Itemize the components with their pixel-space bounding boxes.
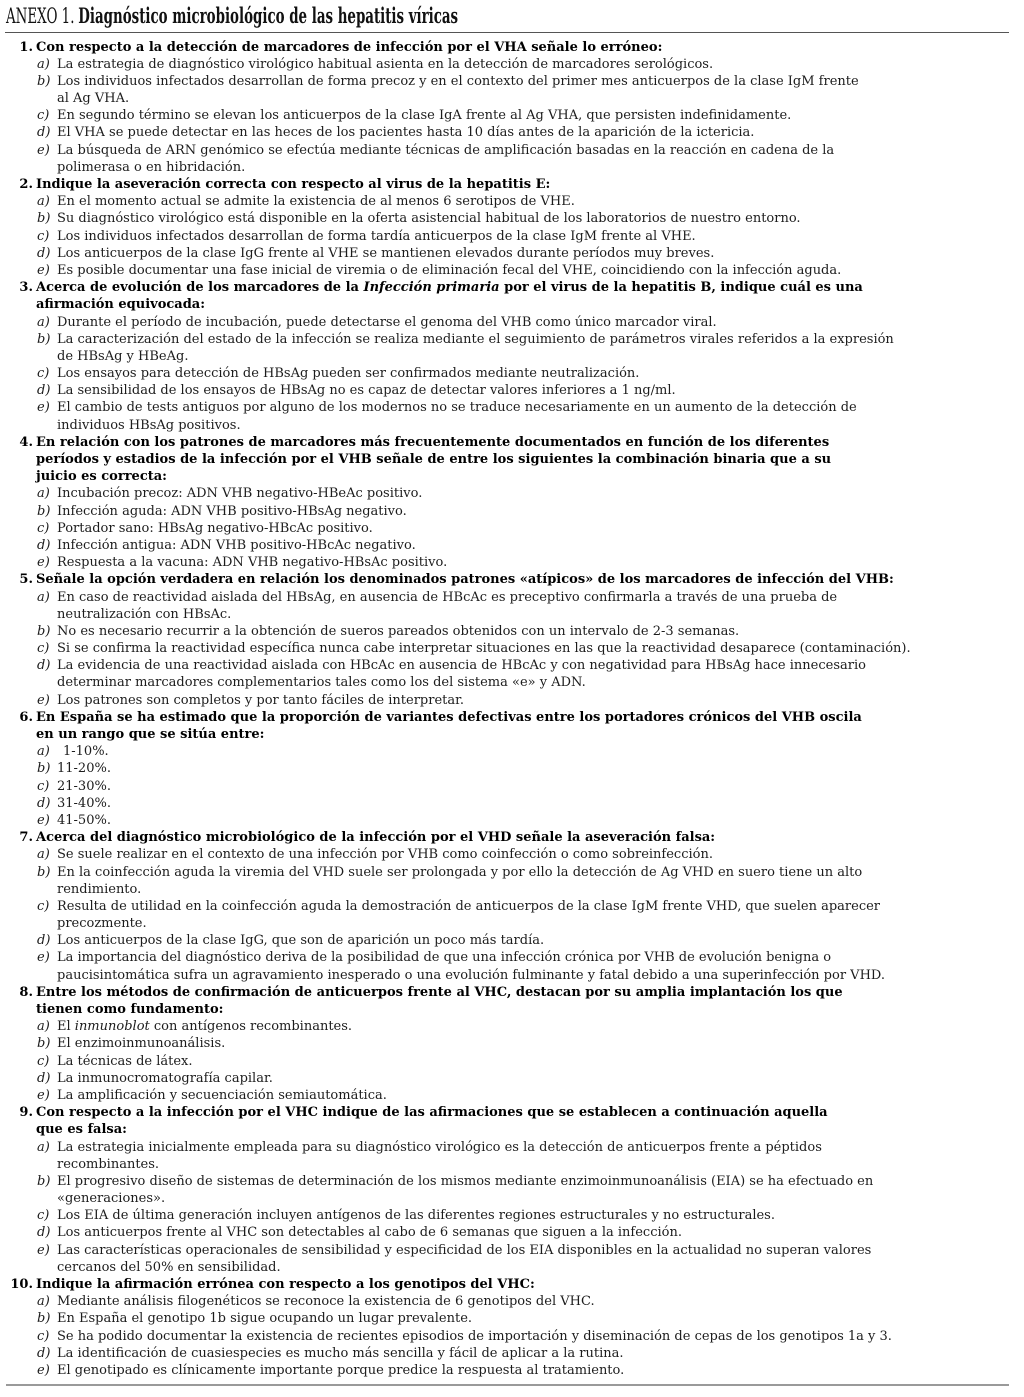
option-line bbox=[0, 692, 1024, 709]
answer-option-c bbox=[0, 640, 1024, 657]
answer-option-d bbox=[0, 795, 1024, 812]
question-stem-text: Indique la aseveración correcta con respecto al virus de la hepatitis E: bbox=[36, 177, 551, 192]
question-stem-text: que es falsa: bbox=[36, 1122, 127, 1138]
option-letter: c) bbox=[37, 108, 50, 124]
option-letter: d) bbox=[37, 1345, 51, 1361]
option-letter: b) bbox=[37, 211, 51, 227]
option-text: Respuesta a la vacuna: ADN VHB negativo-HBsAc positivo. bbox=[57, 555, 448, 571]
question-stem-line bbox=[0, 468, 1024, 485]
question-stem-text: Señale la opción verdadera en relación los denominados patrones «atípicos» de los marcadores de infección del VHB: bbox=[36, 572, 894, 588]
option-letter: e) bbox=[37, 555, 50, 571]
option-text: La estrategia de diagnóstico virológico habitual asienta en la detección de marcadores serológicos. bbox=[57, 56, 714, 72]
answer-option-b bbox=[0, 1310, 1024, 1327]
question-number: 9. bbox=[19, 1105, 33, 1121]
option-letter: a) bbox=[37, 314, 50, 330]
option-line bbox=[0, 1328, 1024, 1345]
option-letter: a) bbox=[37, 56, 50, 72]
answer-option-b bbox=[0, 73, 1024, 107]
option-line bbox=[0, 417, 1024, 434]
option-line bbox=[0, 262, 1024, 279]
question-stem-line bbox=[0, 296, 1024, 313]
question-number: 8. bbox=[19, 984, 33, 1000]
option-line bbox=[0, 210, 1024, 227]
question-stem-text: juicio es correcta: bbox=[36, 469, 167, 485]
option-letter: a) bbox=[37, 1139, 50, 1155]
option-letter: d) bbox=[37, 245, 51, 261]
option-text: Infección antigua: ADN VHB positivo-HBcAc negativo. bbox=[57, 537, 416, 553]
option-line bbox=[0, 1190, 1024, 1207]
option-letter: c) bbox=[37, 366, 50, 382]
option-text: paucisintomática sufra un agravamiento inesperado o una evolución fulminante y fatal debido a una superinfección por VHD. bbox=[57, 967, 885, 983]
option-line bbox=[0, 1053, 1024, 1070]
answer-option-c bbox=[0, 898, 1024, 932]
option-line bbox=[0, 228, 1024, 245]
option-line bbox=[0, 898, 1024, 915]
answer-option-e bbox=[0, 1362, 1024, 1379]
option-line bbox=[0, 1087, 1024, 1104]
option-letter: b) bbox=[37, 623, 51, 639]
option-letter: a) bbox=[37, 847, 50, 863]
option-line bbox=[0, 1173, 1024, 1190]
option-text: La estrategia inicialmente empleada para su diagnóstico virológico es la detección de anticuerpos frente a péptidos bbox=[57, 1139, 822, 1155]
option-text: Los patrones son completos y por tanto fáciles de interpretar. bbox=[57, 692, 465, 708]
option-text: Las características operacionales de sensibilidad y especificidad de los EIA disponibles en la actualidad no superan valores bbox=[57, 1242, 872, 1258]
option-text: La técnicas de látex. bbox=[57, 1053, 193, 1069]
option-line bbox=[0, 348, 1024, 365]
question-stem-line bbox=[0, 451, 1024, 468]
question-3 bbox=[0, 279, 1024, 434]
option-line bbox=[0, 1242, 1024, 1259]
option-line bbox=[0, 193, 1024, 210]
question-number: 10. bbox=[10, 1277, 33, 1292]
option-letter: e) bbox=[37, 692, 50, 708]
question-number: 2. bbox=[19, 177, 33, 192]
question-stem-text: períodos y estadios de la infección por el VHB señale de entre los siguientes la combinación binaria que a su bbox=[36, 452, 832, 467]
option-letter: e) bbox=[37, 142, 50, 158]
option-line bbox=[0, 73, 1024, 90]
option-letter: a) bbox=[37, 744, 50, 760]
answer-option-c bbox=[0, 1207, 1024, 1224]
question-stem-line bbox=[0, 1121, 1024, 1138]
question-number: 3. bbox=[19, 280, 33, 296]
question-stem-line bbox=[0, 571, 1024, 588]
answer-option-a bbox=[0, 1018, 1024, 1035]
option-line bbox=[0, 399, 1024, 416]
answer-option-a bbox=[0, 485, 1024, 502]
option-line bbox=[0, 640, 1024, 657]
option-text: El genotipado es clínicamente importante porque predice la respuesta al tratamiento. bbox=[57, 1362, 625, 1378]
option-text: La identificación de cuasiespecies es mucho más sencilla y fácil de aplicar a la rutina. bbox=[57, 1345, 624, 1361]
option-letter: e) bbox=[37, 400, 50, 416]
option-text: 21-30%. bbox=[57, 778, 111, 794]
answer-option-e bbox=[0, 1242, 1024, 1276]
text-segment: Acerca de evolución de los marcadores de la bbox=[36, 280, 364, 296]
top-divider bbox=[5, 32, 1009, 33]
option-letter: c) bbox=[37, 1328, 50, 1344]
question-stem-line bbox=[0, 434, 1024, 451]
option-text: La inmunocromatografía capilar. bbox=[57, 1070, 273, 1086]
option-line bbox=[0, 1139, 1024, 1156]
option-letter: d) bbox=[37, 933, 51, 949]
option-text: Durante el período de incubación, puede detectarse el genoma del VHB como único marcador viral. bbox=[57, 314, 717, 330]
answer-option-c bbox=[0, 520, 1024, 537]
option-letter: e) bbox=[37, 262, 50, 278]
option-text: Incubación precoz: ADN VHB negativo-HBeAc positivo. bbox=[57, 486, 423, 502]
question-5 bbox=[0, 571, 1024, 709]
option-letter: b) bbox=[37, 761, 51, 777]
option-text: Los anticuerpos de la clase IgG, que son de aparición un poco más tardía. bbox=[57, 933, 545, 949]
answer-option-e bbox=[0, 142, 1024, 176]
answer-option-a bbox=[0, 589, 1024, 623]
option-text: Mediante análisis filogenéticos se reconoce la existencia de 6 genotipos del VHC. bbox=[57, 1294, 595, 1310]
question-number: 6. bbox=[19, 709, 33, 725]
option-line bbox=[0, 949, 1024, 966]
question-stem-line bbox=[0, 709, 1024, 726]
option-line bbox=[0, 623, 1024, 640]
option-line bbox=[0, 90, 1024, 107]
option-letter: d) bbox=[37, 658, 51, 674]
option-letter: a) bbox=[37, 194, 50, 210]
option-line bbox=[0, 1310, 1024, 1327]
option-text: cercanos del 50% en sensibilidad. bbox=[57, 1259, 281, 1275]
option-text: 31-40%. bbox=[57, 795, 111, 811]
option-text: La amplificación y secuenciación semiautomática. bbox=[57, 1087, 387, 1103]
option-text: polimerasa o en hibridación. bbox=[57, 159, 246, 175]
text-segment: El bbox=[57, 1019, 75, 1035]
option-text: 1-10%. bbox=[63, 744, 109, 760]
option-letter: a) bbox=[37, 1294, 50, 1310]
option-text: En segundo término se elevan los anticuerpos de la clase IgA frente al Ag VHA, que persisten indefinidamente. bbox=[57, 108, 792, 124]
option-line bbox=[0, 967, 1024, 984]
option-line bbox=[0, 365, 1024, 382]
option-text: En caso de reactividad aislada del HBsAg, en ausencia de HBcAc es preceptivo confirmarla a través de una prueba de bbox=[57, 589, 838, 605]
option-line bbox=[0, 864, 1024, 881]
question-1 bbox=[0, 39, 1024, 177]
question-number: 1. bbox=[19, 39, 33, 55]
option-line bbox=[0, 485, 1024, 502]
option-text: La búsqueda de ARN genómico se efectúa mediante técnicas de amplificación basadas en la reacción en cadena de la bbox=[57, 142, 835, 158]
option-text: Se ha podido documentar la existencia de recientes episodios de importación y diseminación de cepas de los genotipos 1a y 3. bbox=[57, 1328, 892, 1344]
option-text: precozmente. bbox=[57, 916, 147, 932]
option-letter: c) bbox=[37, 228, 50, 244]
option-text: El cambio de tests antiguos por alguno de los modernos no se traduce necesariamente en un aumento de la detección de bbox=[57, 400, 857, 416]
option-text: Su diagnóstico virológico está disponible en la oferta asistencial habitual de los laboratorios de nuestro entorno. bbox=[57, 211, 801, 227]
option-letter: e) bbox=[37, 1362, 50, 1378]
question-9 bbox=[0, 1104, 1024, 1276]
answer-option-e bbox=[0, 399, 1024, 433]
option-line bbox=[0, 382, 1024, 399]
question-stem-text: Entre los métodos de confirmación de anticuerpos frente al VHC, destacan por su amplia implantación los que bbox=[36, 984, 843, 1000]
option-line bbox=[0, 881, 1024, 898]
question-stem-line bbox=[0, 829, 1024, 846]
answer-option-d bbox=[0, 932, 1024, 949]
option-text: Los individuos infectados desarrollan de forma precoz y en el contexto del primer mes anticuerpos de la clase IgM frente bbox=[57, 73, 859, 89]
option-text: Los ensayos para detección de HBsAg pueden ser confirmados mediante neutralización. bbox=[57, 366, 640, 382]
annex-label: ANEXO 1. bbox=[6, 4, 75, 28]
option-text: 11-20%. bbox=[57, 761, 111, 777]
option-text: individuos HBsAg positivos. bbox=[57, 417, 241, 433]
option-line bbox=[0, 846, 1024, 863]
answer-option-d bbox=[0, 382, 1024, 399]
option-line bbox=[0, 1345, 1024, 1362]
option-text: al Ag VHA. bbox=[57, 91, 130, 107]
answer-option-b bbox=[0, 210, 1024, 227]
question-stem-text: Indique la afirmación errónea con respecto a los genotipos del VHC: bbox=[36, 1277, 535, 1292]
option-letter: d) bbox=[37, 1070, 51, 1086]
option-text: Resulta de utilidad en la coinfección aguda la demostración de anticuerpos de la clase IgM frente VHD, que suelen aparecer bbox=[57, 898, 881, 914]
document-title bbox=[6, 4, 458, 28]
answer-option-e bbox=[0, 812, 1024, 829]
option-letter: e) bbox=[37, 1087, 50, 1103]
option-letter: e) bbox=[37, 812, 50, 828]
option-letter: b) bbox=[37, 1173, 51, 1189]
annex-title: Diagnóstico microbiológico de las hepatitis víricas bbox=[78, 3, 459, 28]
option-line bbox=[0, 915, 1024, 932]
option-line bbox=[0, 314, 1024, 331]
option-line bbox=[0, 142, 1024, 159]
question-10 bbox=[0, 1276, 1024, 1379]
answer-option-c bbox=[0, 365, 1024, 382]
answer-option-a bbox=[0, 193, 1024, 210]
answer-option-b bbox=[0, 864, 1024, 898]
option-letter: a) bbox=[37, 486, 50, 502]
option-text: En la coinfección aguda la viremia del VHD suele ser prolongada y por ello la detección de Ag VHD en suero tiene un alto bbox=[57, 864, 863, 880]
answer-option-e bbox=[0, 554, 1024, 571]
question-list bbox=[0, 39, 1024, 1380]
answer-option-a bbox=[0, 846, 1024, 863]
answer-option-a bbox=[0, 56, 1024, 73]
option-text: En España el genotipo 1b sigue ocupando un lugar prevalente. bbox=[57, 1311, 473, 1327]
option-line bbox=[0, 932, 1024, 949]
question-stem-line bbox=[0, 1001, 1024, 1018]
option-text: El enzimoinmunoanálisis. bbox=[57, 1036, 226, 1052]
option-line bbox=[0, 520, 1024, 537]
answer-option-c bbox=[0, 1328, 1024, 1345]
italic-term: Infección primaria bbox=[363, 280, 500, 296]
option-line bbox=[0, 1018, 1024, 1035]
option-text: de HBsAg y HBeAg. bbox=[57, 348, 189, 364]
option-line bbox=[0, 812, 1024, 829]
option-line bbox=[0, 1259, 1024, 1276]
option-text: El VHA se puede detectar en las heces de los pacientes hasta 10 días antes de la aparición de la ictericia. bbox=[57, 125, 755, 141]
option-text: 41-50%. bbox=[57, 812, 111, 828]
option-letter: d) bbox=[37, 1225, 51, 1241]
bottom-divider bbox=[6, 1384, 1009, 1386]
option-line bbox=[0, 56, 1024, 73]
option-line bbox=[0, 1207, 1024, 1224]
answer-option-b bbox=[0, 331, 1024, 365]
answer-option-b bbox=[0, 1035, 1024, 1052]
question-stem-text: tienen como fundamento: bbox=[36, 1002, 224, 1017]
question-stem-line bbox=[0, 1104, 1024, 1121]
option-text: En el momento actual se admite la existencia de al menos 6 serotipos de VHE. bbox=[57, 194, 575, 210]
option-text: Se suele realizar en el contexto de una infección por VHB como coinfección o como sobreinfección. bbox=[57, 847, 713, 863]
option-line bbox=[0, 1070, 1024, 1087]
answer-option-c bbox=[0, 228, 1024, 245]
question-6 bbox=[0, 709, 1024, 829]
question-stem-text: En relación con los patrones de marcadores más frecuentemente documentados en función de los diferentes bbox=[36, 434, 830, 450]
option-letter: c) bbox=[37, 778, 50, 794]
answer-option-a bbox=[0, 1293, 1024, 1310]
option-text: neutralización con HBsAc. bbox=[57, 606, 232, 622]
answer-option-c bbox=[0, 1053, 1024, 1070]
option-text: Portador sano: HBsAg negativo-HBcAc positivo. bbox=[57, 520, 373, 536]
option-letter: d) bbox=[37, 383, 51, 399]
answer-option-b bbox=[0, 623, 1024, 640]
option-text: La caracterización del estado de la infección se realiza mediante el seguimiento de parámetros virales referidos a la expresión bbox=[57, 331, 894, 347]
option-line bbox=[0, 503, 1024, 520]
option-text: El progresivo diseño de sistemas de determinación de los mismos mediante enzimoinmunoanálisis (EIA) se ha efectuado en bbox=[57, 1173, 874, 1189]
option-line bbox=[0, 554, 1024, 571]
option-text: La importancia del diagnóstico deriva de la posibilidad de que una infección crónica por VHB de evolución benigna o bbox=[57, 950, 832, 966]
option-line bbox=[0, 1293, 1024, 1310]
question-8 bbox=[0, 984, 1024, 1104]
question-number: 7. bbox=[19, 830, 33, 846]
option-letter: c) bbox=[37, 1208, 50, 1224]
question-number: 5. bbox=[19, 572, 33, 588]
question-stem-text: Con respecto a la detección de marcadores de infección por el VHA señale lo erróneo: bbox=[36, 39, 663, 55]
question-4 bbox=[0, 434, 1024, 572]
option-letter: d) bbox=[37, 795, 51, 811]
option-line bbox=[0, 159, 1024, 176]
option-line bbox=[0, 657, 1024, 674]
option-letter: a) bbox=[37, 1019, 50, 1035]
answer-option-e bbox=[0, 1087, 1024, 1104]
option-line bbox=[0, 537, 1024, 554]
answer-option-d bbox=[0, 124, 1024, 141]
answer-option-a bbox=[0, 314, 1024, 331]
text-segment: con antígenos recombinantes. bbox=[149, 1019, 353, 1035]
option-line bbox=[0, 674, 1024, 691]
option-letter: b) bbox=[37, 864, 51, 880]
question-number: 4. bbox=[19, 434, 33, 450]
option-line bbox=[0, 795, 1024, 812]
option-line bbox=[0, 245, 1024, 262]
option-line bbox=[0, 760, 1024, 777]
question-7 bbox=[0, 829, 1024, 984]
option-line bbox=[0, 331, 1024, 348]
option-letter: a) bbox=[37, 589, 50, 605]
option-text: Los anticuerpos frente al VHC son detectables al cabo de 6 semanas que siguen a la infección. bbox=[57, 1225, 682, 1241]
option-text: La evidencia de una reactividad aislada con HBcAc en ausencia de HBcAc y con negatividad para HBsAg hace innecesario bbox=[57, 658, 866, 674]
option-text: Infección aguda: ADN VHB positivo-HBsAg negativo. bbox=[57, 503, 407, 519]
option-line bbox=[0, 1156, 1024, 1173]
option-text: Los anticuerpos de la clase IgG frente al VHE se mantienen elevados durante períodos muy breves. bbox=[57, 245, 715, 261]
option-text: recombinantes. bbox=[57, 1156, 160, 1172]
answer-option-d bbox=[0, 1070, 1024, 1087]
answer-option-b bbox=[0, 1173, 1024, 1207]
answer-option-d bbox=[0, 1345, 1024, 1362]
question-stem-text: Acerca del diagnóstico microbiológico de la infección por el VHD señale la aseveración falsa: bbox=[36, 830, 716, 846]
option-text: «generaciones». bbox=[57, 1191, 166, 1207]
option-text: La sensibilidad de los ensayos de HBsAg no es capaz de detectar valores inferiores a 1 ng/ml. bbox=[57, 383, 676, 399]
answer-option-a bbox=[0, 1139, 1024, 1173]
option-letter: b) bbox=[37, 503, 51, 519]
option-letter: b) bbox=[37, 1036, 51, 1052]
option-letter: c) bbox=[37, 1053, 50, 1069]
option-line bbox=[0, 606, 1024, 623]
option-letter: b) bbox=[37, 1311, 51, 1327]
answer-option-c bbox=[0, 778, 1024, 795]
question-2 bbox=[0, 176, 1024, 279]
option-line bbox=[0, 743, 1024, 760]
answer-option-c bbox=[0, 107, 1024, 124]
option-letter: c) bbox=[37, 520, 50, 536]
question-stem-line bbox=[0, 726, 1024, 743]
question-stem-line bbox=[0, 1276, 1024, 1293]
italic-term: inmunoblot bbox=[74, 1019, 150, 1035]
option-letter: b) bbox=[37, 73, 51, 89]
option-text: rendimiento. bbox=[57, 881, 142, 897]
text-segment: por el virus de la hepatitis B, indique cuál es una bbox=[499, 280, 863, 296]
answer-option-d bbox=[0, 657, 1024, 691]
option-letter: b) bbox=[37, 331, 51, 347]
option-letter: d) bbox=[37, 537, 51, 553]
option-text: Los EIA de última generación incluyen antígenos de las diferentes regiones estructurales y no estructurales. bbox=[57, 1208, 775, 1224]
question-stem-text: En España se ha estimado que la proporción de variantes defectivas entre los portadores crónicos del VHB oscila bbox=[36, 709, 862, 725]
question-stem-text: en un rango que se sitúa entre: bbox=[36, 727, 265, 742]
question-stem-line bbox=[0, 279, 1024, 296]
question-stem-line bbox=[0, 39, 1024, 56]
option-text: determinar marcadores complementarios tales como los del sistema «e» y ADN. bbox=[57, 675, 586, 691]
option-line bbox=[0, 1224, 1024, 1241]
answer-option-b bbox=[0, 760, 1024, 777]
answer-option-e bbox=[0, 262, 1024, 279]
option-text bbox=[57, 1018, 352, 1035]
answer-option-a bbox=[0, 743, 1024, 760]
question-stem-text bbox=[36, 279, 863, 296]
option-line bbox=[0, 107, 1024, 124]
option-letter: d) bbox=[37, 125, 51, 141]
option-letter: c) bbox=[37, 641, 50, 657]
question-stem-text: afirmación equivocada: bbox=[36, 297, 206, 313]
option-line bbox=[0, 1362, 1024, 1379]
answer-option-e bbox=[0, 692, 1024, 709]
option-text: No es necesario recurrir a la obtención de sueros pareados obtenidos con un intervalo de 2-3 semanas. bbox=[57, 623, 740, 639]
answer-option-d bbox=[0, 245, 1024, 262]
option-line bbox=[0, 124, 1024, 141]
answer-option-d bbox=[0, 537, 1024, 554]
question-stem-text: Con respecto a la infección por el VHC indique de las afirmaciones que se establecen a continuación aquella bbox=[36, 1105, 828, 1121]
question-stem-line bbox=[0, 176, 1024, 193]
option-letter: c) bbox=[37, 898, 50, 914]
option-line bbox=[0, 1035, 1024, 1052]
question-stem-line bbox=[0, 984, 1024, 1001]
option-letter: e) bbox=[37, 950, 50, 966]
option-letter: e) bbox=[37, 1242, 50, 1258]
option-text: Si se confirma la reactividad específica nunca cabe interpretar situaciones en las que la reactividad desaparece (contaminación). bbox=[57, 641, 911, 657]
answer-option-e bbox=[0, 949, 1024, 983]
option-line bbox=[0, 589, 1024, 606]
answer-option-b bbox=[0, 503, 1024, 520]
option-text: Los individuos infectados desarrollan de forma tardía anticuerpos de la clase IgM frente al VHE. bbox=[57, 228, 696, 244]
option-line bbox=[0, 778, 1024, 795]
option-text: Es posible documentar una fase inicial de viremia o de eliminación fecal del VHE, coincidiendo con la infección aguda. bbox=[57, 262, 842, 278]
answer-option-d bbox=[0, 1224, 1024, 1241]
